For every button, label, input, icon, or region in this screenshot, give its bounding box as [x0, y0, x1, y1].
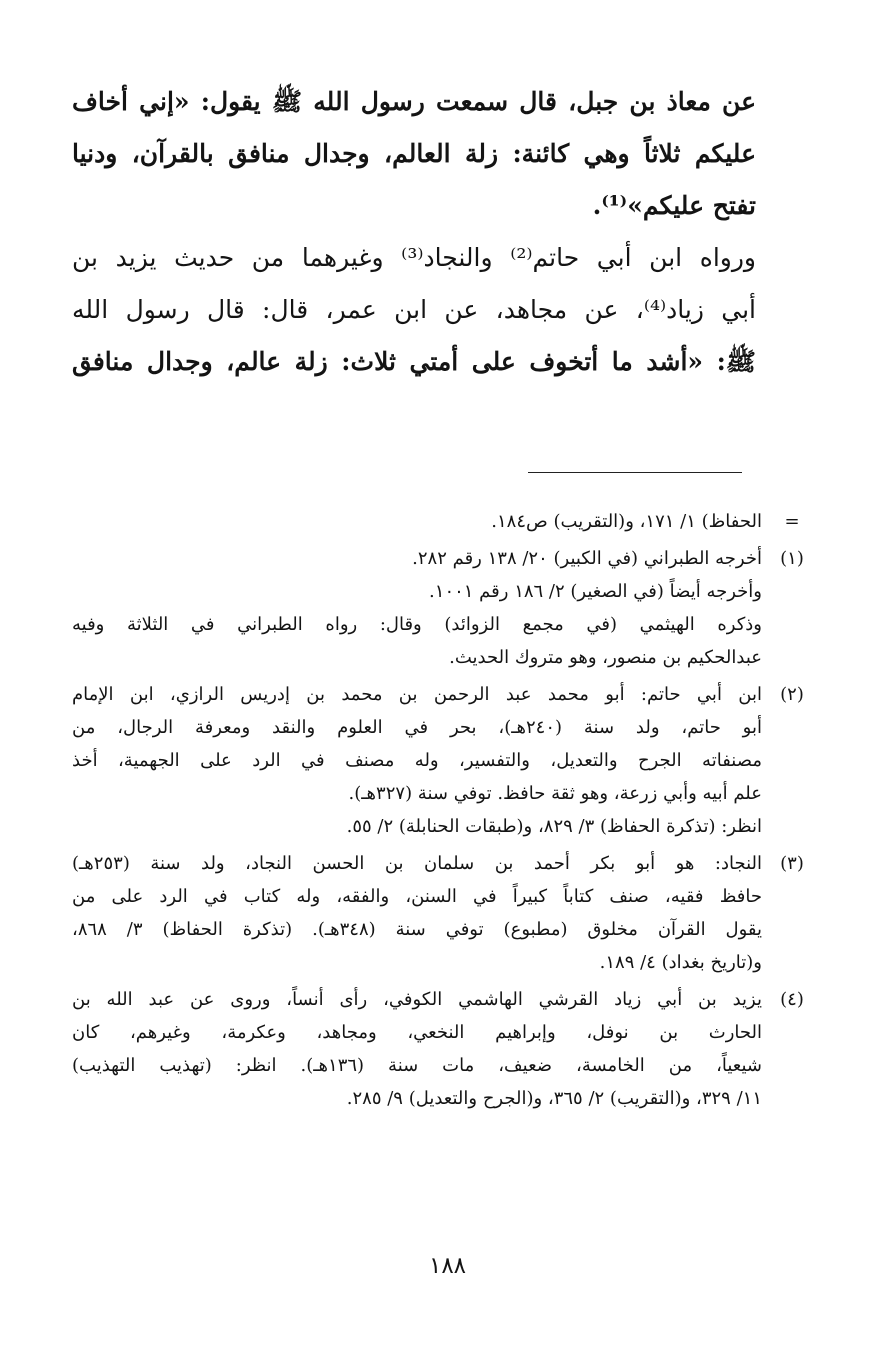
body-line-1: عن معاذ بن جبل، قال سمعت رسول الله ﷺ يقول: «إني أخاف: [72, 87, 756, 116]
footnote-line: علم أبيه وأبي زرعة، وهو ثقة حافظ. توفي سنة (٣٢٧هـ).: [348, 783, 762, 804]
body-line-3: تفتح عليكم»⁽¹⁾.: [592, 191, 756, 220]
footnote-line: وأخرجه أيضاً (في الصغير) ٢/ ١٨٦ رقم ١٠٠١.: [429, 581, 762, 602]
continuation-mark: =: [784, 511, 800, 532]
footnote-line: أخرجه الطبراني (في الكبير) ٢٠/ ١٣٨ رقم ٢٨٢.: [412, 548, 762, 569]
footnote-line: يقول القرآن مخلوق (مطبوع) توفي سنة (٣٤٨هـ). (تذكرة الحفاظ) ٣/ ٨٦٨،: [72, 919, 762, 940]
footnote-separator: [528, 472, 742, 473]
footnote-line: الحارث بن نوفل، وإبراهيم النخعي، ومجاهد، وعكرمة، وغيرهم، كان: [72, 1022, 762, 1043]
footnote-line: أبو حاتم، ولد سنة (٢٤٠هـ)، بحر في العلوم والنقد ومعرفة الرجال، من: [72, 717, 762, 738]
body-line-6: ﷺ: «أشد ما أتخوف على أمتي ثلاث: زلة عالم، وجدال منافق: [72, 347, 756, 376]
body-line-4: ورواه ابن أبي حاتم⁽²⁾ والنجاد⁽³⁾ وغيرهما من حديث يزيد بن: [72, 243, 756, 272]
body-line-5: أبي زياد⁽⁴⁾، عن مجاهد، عن ابن عمر، قال: قال رسول الله: [72, 295, 756, 324]
footnote-line: انظر: (تذكرة الحفاظ) ٣/ ٨٢٩، و(طبقات الحنابلة) ٢/ ٥٥.: [346, 816, 762, 837]
footnote-line: عبدالحكيم بن منصور، وهو متروك الحديث.: [449, 647, 762, 668]
footnote-4: [72, 983, 804, 1115]
footnote-line: و(تاريخ بغداد) ٤/ ١٨٩.: [599, 952, 762, 973]
footnote-line: حافظ فقيه، صنف كتاباً كبيراً في السنن، والفقه، وله كتاب في الرد على من: [72, 886, 762, 907]
footnote-line: مصنفاته الجرح والتعديل، والتفسير، وله مصنف في الرد على الجهمية، أخذ: [72, 750, 762, 771]
footnote-line: ١١/ ٣٢٩، و(التقريب) ٢/ ٣٦٥، و(الجرح والتعديل) ٩/ ٢٨٥.: [346, 1088, 762, 1109]
main-text: [72, 76, 756, 388]
body-line-2: عليكم ثلاثاً وهي كائنة: زلة العالم، وجدال منافق بالقرآن، ودنيا: [72, 139, 756, 168]
footnote-number: (١): [780, 548, 804, 569]
footnote-continuation: [72, 505, 800, 538]
footnote-line: النجاد: هو أبو بكر أحمد بن سلمان بن الحسن النجاد، ولد سنة (٢٥٣هـ): [72, 853, 762, 874]
footnote-line: يزيد بن أبي زياد القرشي الهاشمي الكوفي، رأى أنساً، وروى عن عبد الله بن: [72, 989, 762, 1010]
footnote-number: (٣): [780, 853, 804, 874]
footnote-3: [72, 847, 804, 979]
footnote-number: (٤): [780, 989, 804, 1010]
footnotes: [72, 505, 804, 1119]
footnote-line: ابن أبي حاتم: أبو محمد عبد الرحمن بن محمد بن إدريس الرازي، ابن الإمام: [72, 684, 762, 705]
footnote-1: [72, 542, 804, 674]
page-number: ١٨٨: [428, 1253, 467, 1279]
footnote-number: (٢): [780, 684, 804, 705]
footnote-line: وذكره الهيثمي (في مجمع الزوائد) وقال: رواه الطبراني في الثلاثة وفيه: [72, 614, 762, 635]
footnote-2: [72, 678, 804, 843]
footnote-line: شيعياً، من الخامسة، ضعيف، مات سنة (١٣٦هـ). انظر: (تهذيب التهذيب): [72, 1055, 762, 1076]
footnote-line: الحفاظ) ١/ ١٧١، و(التقريب) ص١٨٤.: [491, 511, 762, 532]
